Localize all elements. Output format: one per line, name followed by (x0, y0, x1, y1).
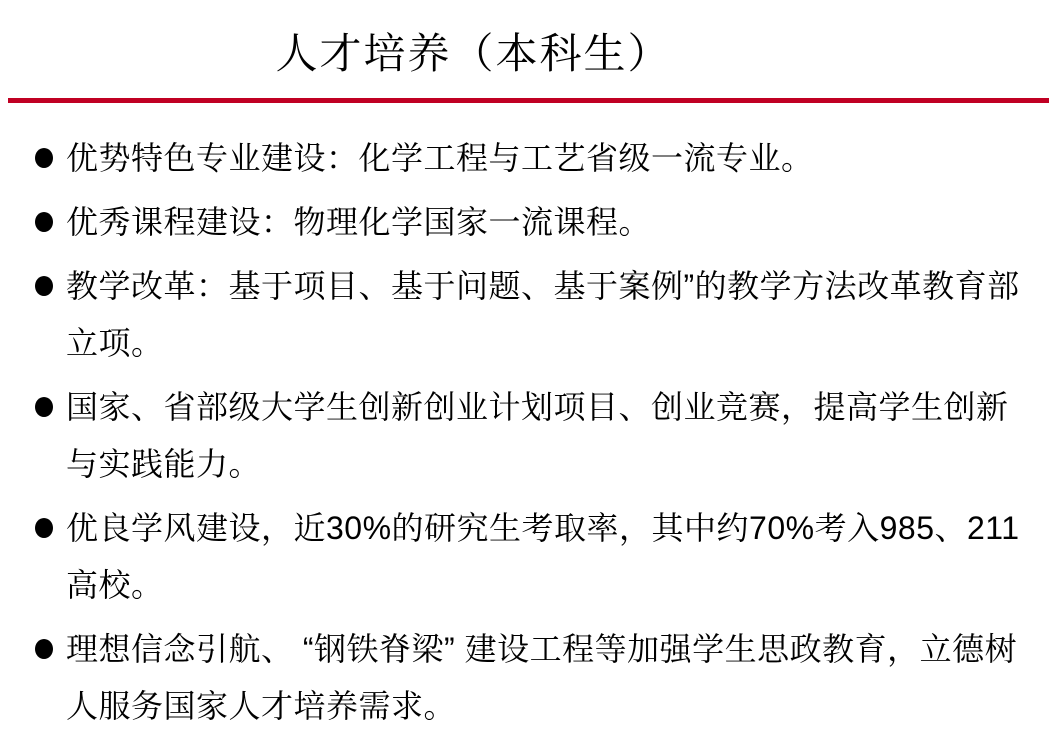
list-item (35, 194, 1029, 251)
bullet-text: 理想信念引航、 “钢铁脊梁” 建设工程等加强学生思政教育，立德树人服务国家人才培养需求。 (66, 631, 1018, 724)
list-item (35, 258, 1029, 372)
title-divider (8, 98, 1049, 103)
bullet-list (35, 130, 1029, 742)
page-title: 人才培养（本科生） (275, 30, 672, 77)
bullet-icon (35, 276, 53, 296)
bullet-icon (35, 639, 53, 659)
bullet-icon (35, 518, 53, 538)
bullet-icon (35, 148, 53, 168)
list-item (35, 621, 1029, 735)
bullet-icon (35, 212, 53, 232)
bullet-text: 优势特色专业建设：化学工程与工艺省级一流专业。 (66, 140, 814, 176)
bullet-text: 教学改革：基于项目、基于问题、基于案例”的教学方法改革教育部立项。 (66, 268, 1020, 361)
bullet-text: 国家、省部级大学生创新创业计划项目、创业竞赛，提高学生创新与实践能力。 (66, 389, 1009, 482)
bullet-text: 优秀课程建设：物理化学国家一流课程。 (66, 204, 652, 240)
list-item (35, 500, 1029, 614)
list-item (35, 130, 1029, 187)
list-item (35, 379, 1029, 493)
bullet-text: 优良学风建设，近30%的研究生考取率，其中约70%考入985、211高校。 (66, 510, 1020, 603)
bullet-icon (35, 397, 53, 417)
